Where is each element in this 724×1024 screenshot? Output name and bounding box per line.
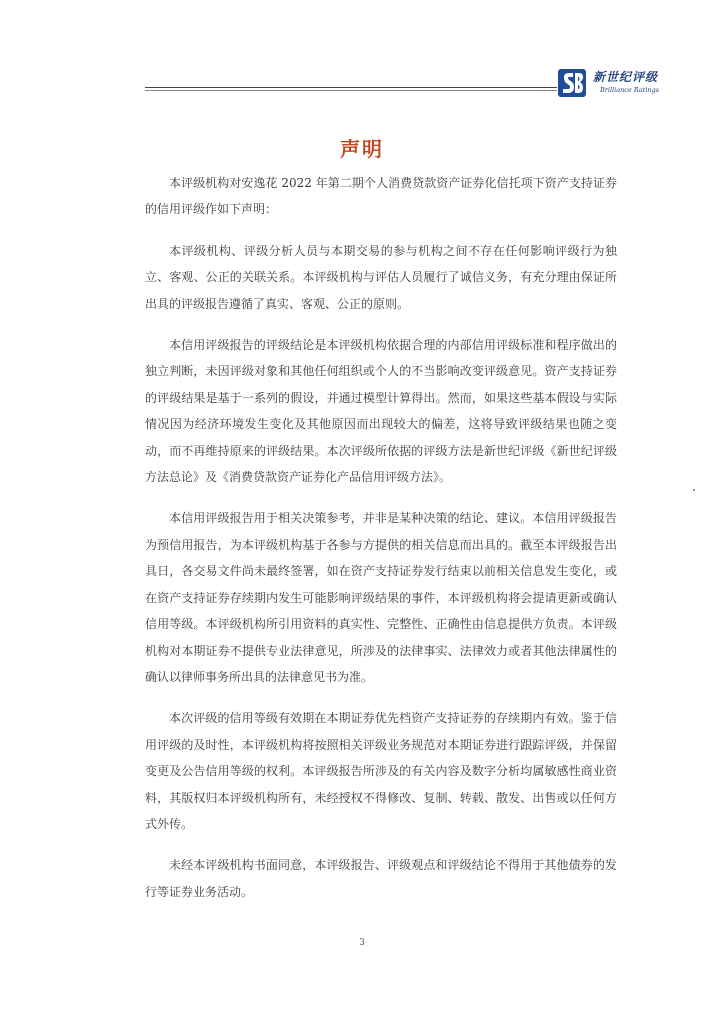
paragraph-consent: 未经本评级机构书面同意，本评级报告、评级观点和评级结论不得用于其他债券的发行等证券业务活动。 [145, 858, 617, 899]
logo-chinese-name: 新世纪评级 [593, 70, 659, 84]
paragraph-independence: 本评级机构、评级分析人员与本期交易的参与机构之间不存在任何影响评级行为独立、客观、公正的关联关系。本评级机构与评估人员履行了诚信义务，有充分理由保证所出具的评级报告遵循了真实、客观、公正的原则。 [145, 243, 617, 311]
header-rule-thin [145, 90, 557, 91]
header-rule [145, 87, 557, 88]
brilliance-logo-icon [557, 68, 587, 98]
page-title: 声明 [340, 137, 384, 161]
margin-mark [693, 489, 695, 491]
page-number: 3 [359, 938, 365, 948]
paragraph-reference-use: 本信用评级报告用于相关决策参考，并非是某种决策的结论、建议。本信用评级报告为预信用报告，为本评级机构基于各参与方提供的相关信息而出具的。截至本评级报告出具日，各交易文件尚未最终签署，如在资产支持证券发行结束以前相关信息发生变化，或在资产支持证券存续期内发生可能影响评级结果的事件，本评级机构将会提请更新或确认信用等级。本评级机构所引用资料的真实性、完整性、正确性由信息提供方负责。本评级机构对本期证券不提供专业法律意见，所涉及的法律事实、法律效力或者其他法律属性的确认以律师事务所出具的法律意见书为准。 [145, 511, 617, 684]
logo-english-name: Brilliance Ratings [600, 86, 660, 94]
declaration-body [145, 170, 617, 920]
paragraph-validity: 本次评级的信用等级有效期在本期证券优先档资产支持证券的存续期内有效。鉴于信用评级的及时性，本评级机构将按照相关评级业务规范对本期证券进行跟踪评级，并保留变更及公告信用等级的权利。本评级报告所涉及的有关内容及数字分析均属敏感性商业资料，其版权归本评级机构所有，未经授权不得修改、复制、转载、散发、出售或以任何方式外传。 [145, 711, 617, 831]
paragraph-intro: 本评级机构对安逸花 2022 年第二期个人消费贷款资产证券化信托项下资产支持证券的信用评级作如下声明： [145, 176, 617, 217]
paragraph-judgment: 本信用评级报告的评级结论是本评级机构依据合理的内部信用评级标准和程序做出的独立判断，未因评级对象和其他任何组织或个人的不当影响改变评级意见。资产支持证券的评级结果是基于一系列的假设，并通过模型计算得出。然而，如果这些基本假设与实际情况因为经济环境发生变化及其他原因而出现较大的偏差，这将导致评级结果也随之变动，而不再维持原来的评级结果。本次评级所依据的评级方法是新世纪评级《新世纪评级方法总论》及《消费贷款资产证券化产品信用评级方法》。 [145, 338, 617, 485]
